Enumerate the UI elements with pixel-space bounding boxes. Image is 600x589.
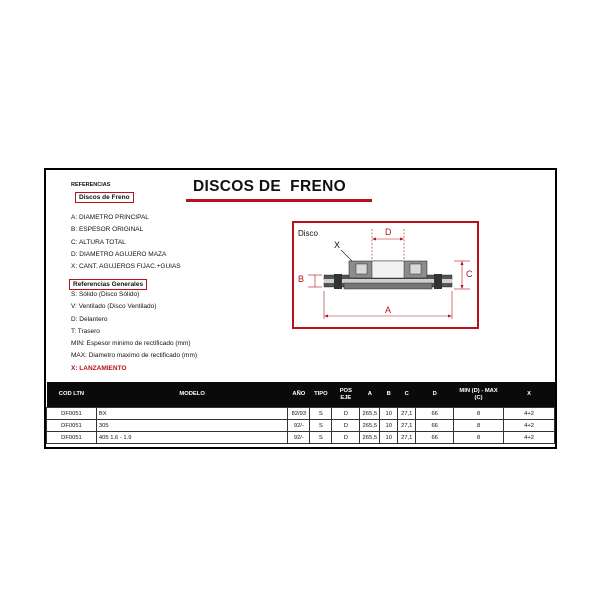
cell-code: DF0051 bbox=[47, 408, 97, 420]
label-c: C bbox=[466, 269, 473, 279]
col-min-max: MIN (D) - MAX (C) bbox=[454, 382, 504, 408]
cell-model: 305 bbox=[96, 420, 287, 432]
cell-axle: D bbox=[332, 420, 360, 432]
cell-code: DF0051 bbox=[47, 420, 97, 432]
label-b: B bbox=[298, 274, 305, 284]
cell-min-max: 8 bbox=[454, 408, 504, 420]
cell-type: S bbox=[310, 408, 332, 420]
title-underline bbox=[186, 199, 372, 202]
cell-axle: D bbox=[332, 408, 360, 420]
col-modelo: MODELO bbox=[96, 382, 287, 408]
cell-model: BX bbox=[96, 408, 287, 420]
ref-item-a: A: DIAMETRO PRINCIPAL bbox=[71, 214, 149, 221]
col-tipo: TIPO bbox=[310, 382, 332, 408]
cell-x: 4+2 bbox=[504, 420, 555, 432]
general-references-list bbox=[71, 289, 197, 375]
ref-item-trasero: T: Trasero bbox=[71, 327, 100, 335]
ref-item-min: MIN: Espesor minimo de rectificado (mm) bbox=[71, 340, 191, 348]
cell-c: 27,1 bbox=[398, 408, 416, 420]
cell-d: 66 bbox=[416, 432, 454, 444]
col-c: C bbox=[398, 382, 416, 408]
models-table bbox=[46, 382, 555, 444]
cell-type: S bbox=[310, 420, 332, 432]
ref-item-d: D: DIAMETRO AGUJERO MAZA bbox=[71, 250, 167, 258]
references-heading: REFERENCIAS bbox=[71, 182, 111, 188]
cell-type: S bbox=[310, 432, 332, 444]
cell-min-max: 8 bbox=[454, 420, 504, 432]
cell-code: DF0051 bbox=[47, 432, 97, 444]
cell-a: 265,5 bbox=[360, 420, 380, 432]
page-title: DISCOS DE FRENO bbox=[193, 178, 346, 195]
cell-year: 82/93 bbox=[288, 408, 310, 420]
ref-item-v: V: Ventilado (Disco Ventilado) bbox=[71, 303, 157, 311]
table-row bbox=[47, 420, 555, 432]
cell-b: 10 bbox=[380, 420, 398, 432]
ref-item-s: S: Sólido (Disco Sólido) bbox=[71, 291, 140, 298]
col-b: B bbox=[380, 382, 398, 408]
general-references-box: Referencias Generales bbox=[69, 279, 147, 290]
cell-x: 4+2 bbox=[504, 408, 555, 420]
cell-axle: D bbox=[332, 432, 360, 444]
col-cod-ltn: COD LTN bbox=[47, 382, 97, 408]
cell-model: 405 1.6 - 1.9 bbox=[96, 432, 287, 444]
col-d: D bbox=[416, 382, 454, 408]
ref-item-max: MAX: Diametro maximo de rectificado (mm) bbox=[71, 352, 198, 360]
cell-year: 92/- bbox=[288, 420, 310, 432]
col-a: A bbox=[360, 382, 380, 408]
col-x: X bbox=[504, 382, 555, 408]
discs-references-box: Discos de Freno bbox=[75, 192, 134, 203]
cell-min-max: 8 bbox=[454, 432, 504, 444]
cell-c: 27,1 bbox=[398, 432, 416, 444]
col-ano: AÑO bbox=[288, 382, 310, 408]
label-a: A bbox=[385, 305, 392, 315]
ref-item-b: B: ESPESOR ORIGINAL bbox=[71, 226, 144, 234]
table-row bbox=[47, 432, 555, 444]
disc-cross-section-drawing bbox=[294, 223, 477, 327]
disc-references-list bbox=[71, 212, 181, 273]
diagram-title: Disco bbox=[298, 229, 319, 238]
label-d: D bbox=[385, 227, 392, 237]
cell-d: 66 bbox=[416, 420, 454, 432]
cell-x: 4+2 bbox=[504, 432, 555, 444]
cell-a: 265,5 bbox=[360, 408, 380, 420]
ref-item-x: X: CANT. AGUJEROS FIJAC.+GUIAS bbox=[71, 263, 181, 271]
ref-item-launch: X: LANZAMIENTO bbox=[71, 364, 127, 372]
table-row bbox=[47, 408, 555, 420]
table-header-row bbox=[47, 382, 555, 408]
spec-sheet bbox=[44, 168, 557, 449]
cell-d: 66 bbox=[416, 408, 454, 420]
disc-diagram bbox=[292, 221, 479, 329]
cell-b: 10 bbox=[380, 432, 398, 444]
cell-year: 92/- bbox=[288, 432, 310, 444]
col-pos-eje: POS EJE bbox=[332, 382, 360, 408]
cell-c: 27,1 bbox=[398, 420, 416, 432]
label-x: X bbox=[334, 240, 341, 250]
ref-item-delantero: D: Delantero bbox=[71, 315, 108, 323]
cell-b: 10 bbox=[380, 408, 398, 420]
ref-item-c: C: ALTURA TOTAL bbox=[71, 238, 126, 246]
cell-a: 265,5 bbox=[360, 432, 380, 444]
